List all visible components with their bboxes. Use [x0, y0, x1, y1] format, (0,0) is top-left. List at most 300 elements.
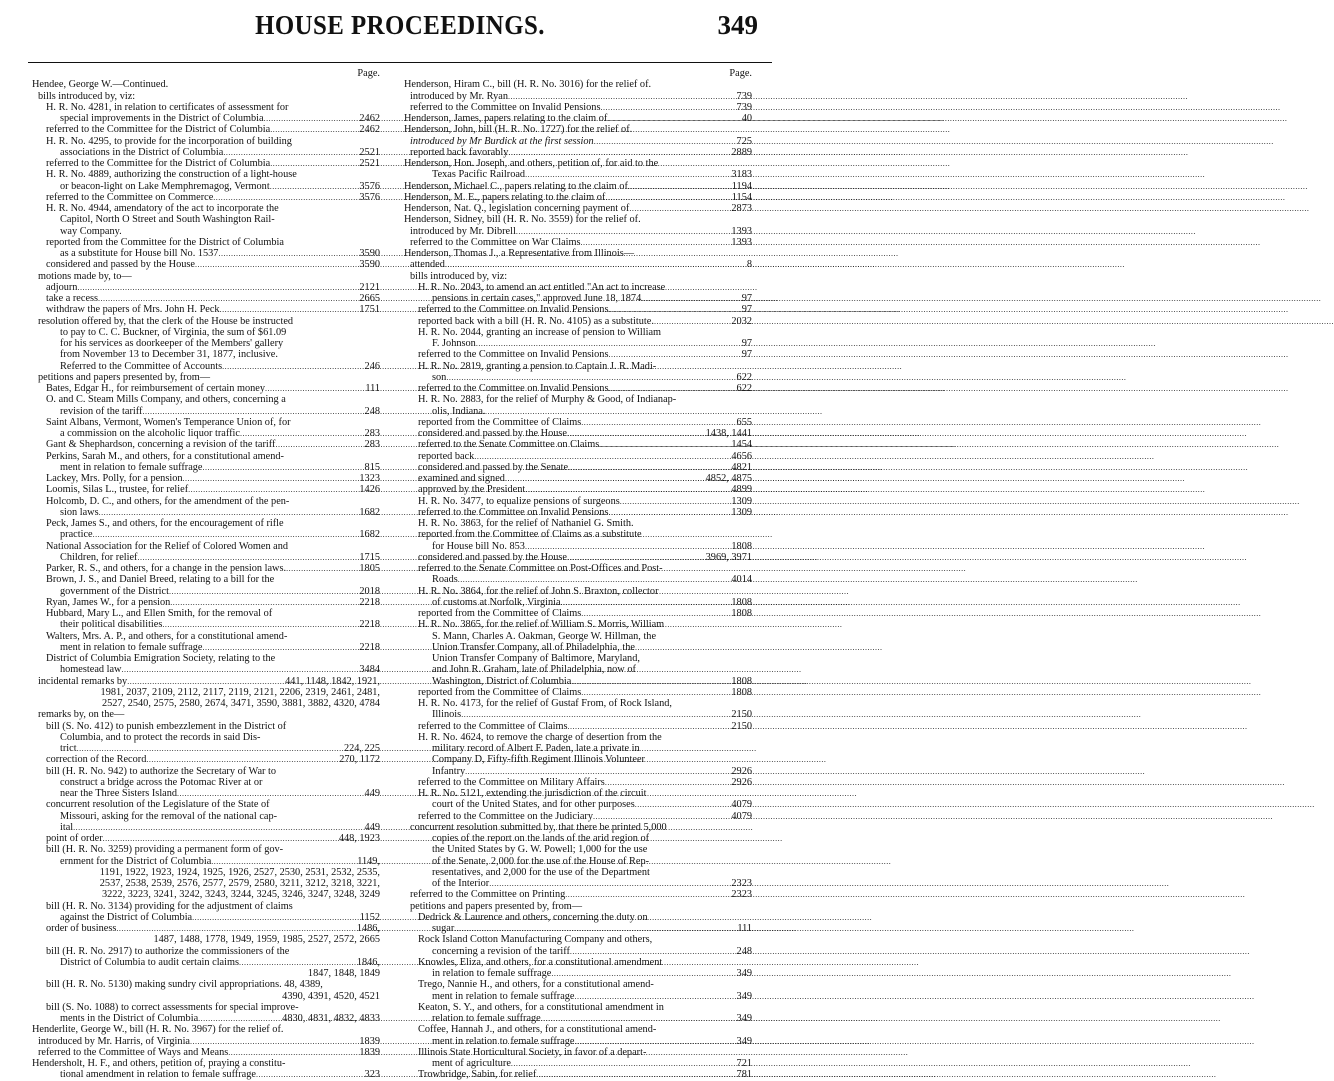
dot-leader [270, 158, 357, 169]
page-reference: 4899 [731, 484, 752, 496]
entry-text: bill (H. R. No. 942) to authorize the Secretary of War to [46, 765, 277, 777]
entry-text: homestead law [60, 664, 122, 676]
dot-leader [600, 102, 734, 113]
index-entry [32, 417, 380, 428]
page-reference: 2889 [731, 146, 752, 158]
page-reference: 2462 [359, 124, 380, 136]
index-entry [404, 91, 752, 102]
dot-leader [568, 721, 730, 732]
index-entry [404, 664, 752, 675]
page-reference: 349 [736, 1013, 752, 1024]
entry-text: Henderson, M. E., papers relating to the claim of [404, 191, 606, 203]
dot-leader [567, 428, 704, 439]
index-entry [404, 732, 752, 743]
index-entry [404, 721, 752, 732]
page-number: 349 [717, 10, 758, 40]
page-reference: 97 [741, 304, 752, 316]
dot-leader [525, 169, 729, 180]
page-column-label [404, 68, 752, 79]
entry-text: concurrent resolution submitted by, that there be printed 5,000 [410, 821, 667, 833]
page-reference: 1393 [731, 225, 752, 237]
entry-text: referred to the Committee on War Claims [410, 236, 581, 248]
page-reference: 4821 [731, 461, 752, 473]
index-entry [404, 124, 752, 135]
index-entry [32, 597, 380, 608]
dot-leader [608, 383, 734, 394]
index-entry [404, 349, 752, 360]
entry-text: military record of Albert F. Paden, late a private in [432, 743, 640, 754]
index-entry [32, 372, 380, 383]
entry-text: Illinois State Horticultural Society, in favor of a depart- [418, 1046, 647, 1058]
dot-leader [581, 687, 729, 698]
entry-text: Keaton, S. Y., and others, for a constitutional amendment in [418, 1001, 664, 1013]
entry-text: Henderson, Hon. Joseph, and others, petition of, for aid to the [404, 158, 659, 169]
dot-leader [183, 473, 358, 484]
index-entry [404, 1013, 752, 1024]
index-entry [404, 226, 752, 237]
index-entry [32, 102, 380, 113]
entry-text: considered and passed by the House [418, 551, 567, 563]
entry-text: Peck, James S., and others, for the encouragement of rifle [46, 518, 284, 529]
index-entry [404, 766, 752, 777]
index-entry [32, 529, 380, 540]
dot-leader [629, 203, 729, 214]
page-reference: 3590 [359, 248, 380, 259]
entry-text: Henderson, Michael C., papers relating to the claim of [404, 180, 628, 192]
index-entry [32, 676, 380, 687]
index-entry [404, 777, 752, 788]
index-entry [32, 1024, 380, 1035]
index-entry [404, 136, 752, 147]
entry-text: motions made by, to— [38, 270, 132, 282]
page-reference: 4830, 4831, 4832, 4833 [282, 1013, 380, 1024]
index-entry [32, 338, 380, 349]
entry-text: H. R. No. 2044, granting an increase of pension to William [418, 326, 662, 338]
page-reference: 1839 [359, 1046, 380, 1058]
page-reference: 1715 [359, 551, 380, 563]
index-entry [32, 1058, 380, 1069]
page-reference: 224, 225 [343, 743, 380, 754]
entry-text: referred to the Committee on Invalid Pensions [418, 383, 609, 394]
entry-text: and John R. Graham, late of Philadelphia, now of [432, 664, 636, 676]
index-entry [404, 1047, 752, 1058]
entry-text: bills introduced by, viz: [410, 270, 508, 282]
entry-text: H. R. No. 3864, for the relief of John S. Braxton, collector [418, 585, 659, 597]
index-entry [32, 1069, 380, 1080]
entry-text: withdraw the papers of Mrs. John H. Peck [46, 304, 220, 316]
entry-text: special improvements in the District of Columbia [60, 113, 264, 124]
entry-text: H. R. No. 4889, authorizing the construction of a light-house [46, 169, 297, 181]
page-reference: 2926 [731, 765, 752, 777]
index-entry [404, 946, 752, 957]
entry-text: H. R. No. 2819, granting a pension to Captain J. R. Madi- [418, 360, 657, 372]
page-reference: 40 [741, 113, 752, 124]
page-reference: 97 [741, 338, 752, 349]
page-reference: 1846, [356, 956, 380, 968]
index-entry [32, 327, 380, 338]
index-entry [404, 754, 752, 765]
index-entry [404, 541, 752, 552]
index-entry [32, 136, 380, 147]
index-entry [32, 799, 380, 810]
dot-leader [465, 766, 729, 777]
dot-leader [169, 586, 357, 597]
entry-text: a commission on the alcoholic liquor traffic [60, 428, 240, 439]
index-entry [32, 226, 380, 237]
index-entry [404, 574, 752, 585]
index-entry [32, 428, 380, 439]
entry-text: H. R. No. 4173, for the relief of Gustaf From, of Rock Island, [418, 698, 672, 709]
entry-text: near the Three Sisters Island [60, 788, 178, 799]
index-entry [32, 484, 380, 495]
entry-text: referred to the Committee for the District of Columbia [46, 158, 271, 169]
entry-text: Hubbard, Mary L., and Ellen Smith, for the removal of [46, 608, 273, 619]
entry-text: H. R. No. 2043, to amend an act entitled "An act to increase [418, 281, 666, 293]
dot-leader [222, 361, 362, 372]
page-reference: 721 [736, 1058, 752, 1069]
entry-text: referred to the Committee of Claims [418, 720, 568, 732]
page-reference: 1808 [731, 540, 752, 552]
entry-text: introduced by Mr. Dibrell [410, 225, 516, 237]
page-title: HOUSE PROCEEDINGS. [255, 10, 545, 40]
entry-text: bill (H. R. No. 5130) making sundry civil appropriations. 48, 4389, [46, 979, 323, 991]
entry-text: government of the District [60, 585, 169, 597]
entry-text: Knowles, Eliza, and others, for a constitutional amendment [418, 956, 663, 968]
index-entry [32, 271, 380, 282]
index-entry [32, 304, 380, 315]
entry-text: of the Interior [432, 878, 490, 889]
dot-leader [476, 338, 740, 349]
page-reference: 3576 [359, 191, 380, 203]
entry-text: F. Johnson [432, 338, 476, 349]
entry-text: Hendee, George W.—Continued. [32, 79, 169, 91]
page-reference: 448, 1923 [338, 833, 380, 844]
dot-leader [142, 406, 362, 417]
entry-text: referred to the Committee on the Judiciary [418, 810, 593, 822]
page-reference: 2018 [359, 585, 380, 597]
page-reference: 270, 1172 [339, 754, 380, 766]
index-entry [404, 799, 752, 810]
index-entry [404, 698, 752, 709]
page-reference: 323 [364, 1069, 380, 1081]
index-entry [404, 248, 752, 259]
dot-leader [286, 563, 357, 574]
entry-text: the United States by G. W. Powell; 1,000 for the use [432, 844, 648, 856]
entry-text: Referred to the Committee of Accounts [60, 360, 223, 372]
entry-text: referred to the Committee on Invalid Pensions [418, 304, 609, 316]
page-reference: 248 [364, 405, 380, 417]
page-header [0, 8, 800, 42]
page-reference: 1981, 2037, 2109, 2112, 2117, 2119, 2121, 2206, 2319, 2461, 2481, [100, 686, 380, 698]
dot-leader [505, 473, 704, 484]
index-entry [32, 788, 380, 799]
entry-text: bill (H. R. No. 2917) to authorize the commissioners of the [46, 945, 290, 957]
page-column-label [32, 68, 380, 79]
entry-text: Holcomb, D. C., and others, for the amendment of the pen- [46, 495, 290, 507]
entry-text: order of business [46, 923, 117, 934]
entry-text: Trego, Nannie H., and others, for a constitutional amend- [418, 979, 654, 991]
dot-leader [121, 664, 357, 675]
dot-leader [270, 181, 358, 192]
entry-text: from November 13 to December 31, 1877, inclusive. [60, 349, 278, 361]
dot-leader [218, 248, 357, 259]
entry-text: introduced by Mr Burdick at the first session [410, 135, 594, 147]
entry-text: considered and passed by the House [46, 259, 195, 271]
dot-leader [599, 439, 729, 450]
dot-leader [192, 912, 358, 923]
dot-leader [570, 946, 735, 957]
entry-text: court of the United States, and for other purposes [432, 799, 635, 811]
dot-leader [190, 1036, 357, 1047]
index-column-left [32, 68, 380, 1081]
entry-text: reported from the Committee for the District of Columbia [46, 236, 284, 248]
entry-text: reported back favorably [410, 146, 509, 158]
entry-text: ments in the District of Columbia [60, 1013, 199, 1024]
index-entry [404, 327, 752, 338]
dot-leader [146, 754, 337, 765]
entry-text: resolution offered by, that the clerk of the House be instructed [38, 315, 294, 327]
page-reference: 1323 [359, 473, 380, 484]
entry-text: ment in relation to female suffrage [432, 1035, 575, 1047]
entry-text: son [432, 371, 447, 383]
entry-text: O. and C. Steam Mills Company, and others, concerning a [46, 394, 286, 406]
dot-leader [202, 462, 362, 473]
index-entry [404, 934, 752, 945]
page-reference: 1486, [356, 923, 380, 934]
entry-text: Lackey, Mrs. Polly, for a pension [46, 473, 183, 484]
index-entry [32, 968, 380, 979]
page-reference: 2150 [731, 720, 752, 732]
entry-text: referred to the Committee on Invalid Pensions [418, 506, 609, 518]
index-entry [32, 957, 380, 968]
page-reference: 2121 [359, 281, 380, 293]
dot-leader [551, 968, 734, 979]
entry-text: referred to the Committee for the District of Columbia [46, 124, 271, 136]
entry-text: introduced by Mr. Ryan [410, 90, 508, 102]
entry-text: construct a bridge across the Potomac River at or [60, 776, 263, 788]
entry-text: referred to the Committee on Commerce [46, 191, 214, 203]
entry-text: way Company. [60, 225, 122, 237]
dot-leader [239, 957, 355, 968]
page-reference: 248 [736, 945, 752, 957]
entry-text: Rock Island Cotton Manufacturing Company and others, [418, 934, 653, 946]
entry-text: petitions and papers presented by, from— [410, 900, 583, 912]
dot-leader [516, 226, 730, 237]
entry-text: Bates, Edgar H., for reimbursement of certain money [46, 383, 266, 394]
index-entry [32, 394, 380, 405]
index-entry [404, 271, 752, 282]
page-reference: 246 [364, 360, 380, 372]
entry-text: ital [60, 821, 74, 833]
index-entry [404, 709, 752, 720]
index-entry [404, 1058, 752, 1069]
dot-leader [445, 259, 745, 270]
page-reference: 4079 [731, 799, 752, 811]
page-reference: 449 [364, 788, 380, 799]
page-reference: 781 [736, 1069, 752, 1081]
entry-text: relation to female suffrage [432, 1013, 541, 1024]
dot-leader [162, 619, 357, 630]
page-reference: 111 [365, 383, 380, 394]
entry-text: ment of agriculture [432, 1058, 511, 1069]
entry-text: olis, Indiana. [432, 405, 486, 417]
index-entry [404, 383, 752, 394]
index-entry [32, 383, 380, 394]
index-entry [404, 462, 752, 473]
dot-leader [620, 496, 730, 507]
index-entry [32, 586, 380, 597]
page-reference: 283 [364, 439, 380, 451]
page-reference: 2323 [731, 889, 752, 901]
page-reference: 449 [364, 821, 380, 833]
page-reference: 3183 [731, 169, 752, 181]
index-entry [32, 169, 380, 180]
index-entry [32, 518, 380, 529]
dot-leader [103, 833, 337, 844]
page-reference: 441, 1148, 1842, 1921, [285, 675, 380, 687]
dot-leader [93, 529, 358, 540]
page-reference: 97 [741, 293, 752, 304]
entry-text: introduced by Mr. Harris, of Virginia [38, 1035, 190, 1047]
entry-text: Henderson, Nat. Q., legislation concerning payment of [404, 203, 630, 214]
index-entry [404, 923, 752, 934]
index-entry [404, 991, 752, 1002]
page-reference: 2521 [359, 146, 380, 158]
dot-leader [608, 304, 739, 315]
page-reference: 3222, 3223, 3241, 3242, 3243, 3244, 3245, 3246, 3247, 3248, 3249 [101, 889, 380, 901]
index-entry [32, 507, 380, 518]
page-reference: 1808 [731, 675, 752, 687]
entry-text: H. R. No. 3477, to equalize pensions of surgeons [418, 495, 620, 507]
page-reference: 8 [746, 259, 752, 271]
page-label: Page. [729, 68, 752, 79]
index-entry [32, 698, 380, 709]
entry-text: examined and signed [418, 473, 505, 484]
index-entry [32, 349, 380, 360]
dot-leader [137, 552, 357, 563]
entry-text: Roads [432, 574, 458, 586]
entry-text: referred to the Committee on Invalid Pensions [410, 101, 601, 113]
page-reference: 349 [736, 968, 752, 979]
index-entry [404, 169, 752, 180]
index-entry [404, 552, 752, 563]
index-entry [32, 406, 380, 417]
dot-leader [458, 574, 730, 585]
index-entry [404, 102, 752, 113]
index-entry [32, 822, 380, 833]
dot-leader [256, 1069, 363, 1080]
page-reference: 3590 [359, 259, 380, 271]
dot-leader [561, 597, 730, 608]
page-reference: 1191, 1922, 1923, 1924, 1925, 1926, 2527, 2530, 2531, 2532, 2535, [99, 866, 380, 878]
dot-leader [265, 383, 363, 394]
page-reference: 1152 [359, 911, 380, 923]
page-reference: 283 [364, 428, 380, 439]
dot-leader [508, 147, 729, 158]
index-entry [32, 473, 380, 484]
entry-text: as a substitute for House bill No. 1537 [60, 248, 219, 259]
index-entry [32, 608, 380, 619]
dot-leader [635, 799, 730, 810]
index-entry [32, 1047, 380, 1058]
index-entry [32, 979, 380, 990]
entry-text: petitions and papers presented by, from— [38, 371, 211, 383]
index-entry [404, 563, 752, 574]
index-entry [32, 316, 380, 327]
dot-leader [77, 282, 357, 293]
entry-text: bill (H. R. No. 3259) providing a permanent form of gov- [46, 844, 284, 856]
page-reference: 2527, 2540, 2575, 2580, 2674, 3471, 3590, 3881, 3882, 4320, 4784 [101, 698, 380, 709]
index-entry [404, 361, 752, 372]
dot-leader [541, 1013, 735, 1024]
page-reference: 2873 [731, 203, 752, 214]
index-entry [404, 496, 752, 507]
index-entry [404, 653, 752, 664]
entry-text: associations in the District of Columbia [60, 146, 224, 158]
page-reference: 2150 [731, 709, 752, 721]
index-entry [32, 439, 380, 450]
page-reference: 1487, 1488, 1778, 1949, 1959, 1985, 2527, 2572, 2665 [153, 934, 380, 946]
dot-leader [454, 923, 735, 934]
index-entry [404, 1002, 752, 1013]
index-entry [32, 912, 380, 923]
dot-leader [195, 259, 357, 270]
dot-leader [474, 451, 729, 462]
index-entry [404, 1069, 752, 1080]
index-entry [404, 338, 752, 349]
index-entry [32, 113, 380, 124]
dot-leader [608, 507, 729, 518]
page-reference: 97 [741, 349, 752, 361]
dot-leader [605, 777, 730, 788]
index-entry [404, 631, 752, 642]
index-entry [32, 1002, 380, 1013]
index-entry [404, 597, 752, 608]
entry-text: trict [60, 743, 77, 754]
entry-text: of the Senate, 2,000 for the use of the House of Rep- [432, 855, 650, 867]
entry-text: referred to the Committee on Printing [410, 889, 566, 901]
entry-text: point of order [46, 833, 103, 844]
page-reference: 1149, [357, 855, 380, 867]
entry-text: bills introduced by, viz: [38, 90, 136, 102]
entry-text: referred to the Committee on Invalid Pensions [418, 349, 609, 361]
index-entry [404, 529, 752, 540]
entry-text: Perkins, Sarah M., and others, for a constitutional amend- [46, 450, 284, 462]
page-label: Page. [357, 68, 380, 79]
dot-leader [608, 349, 739, 360]
entry-text: ernment for the District of Columbia [60, 855, 212, 867]
index-entry [32, 766, 380, 777]
entry-text: reported from the Committee of Claims as a substitute [418, 529, 642, 541]
index-entry [404, 237, 752, 248]
index-entry [404, 214, 752, 225]
page-reference: 1805 [359, 563, 380, 574]
index-entry [404, 1036, 752, 1047]
dot-leader [567, 552, 704, 563]
dot-leader [607, 113, 739, 124]
index-entry [404, 687, 752, 698]
dot-leader [98, 293, 357, 304]
dot-leader [188, 484, 357, 495]
index-entry [404, 484, 752, 495]
index-entry [32, 889, 380, 900]
dot-leader [170, 597, 357, 608]
index-entry [32, 259, 380, 270]
dot-leader [228, 1047, 357, 1058]
entry-text: pensions in certain cases," approved June 18, 1874 [432, 293, 642, 304]
entry-text: concurrent resolution of the Legislature of the State of [46, 799, 270, 811]
entry-text: Henderson, John, bill (H. R. No. 1727) for the relief of. [404, 124, 633, 136]
